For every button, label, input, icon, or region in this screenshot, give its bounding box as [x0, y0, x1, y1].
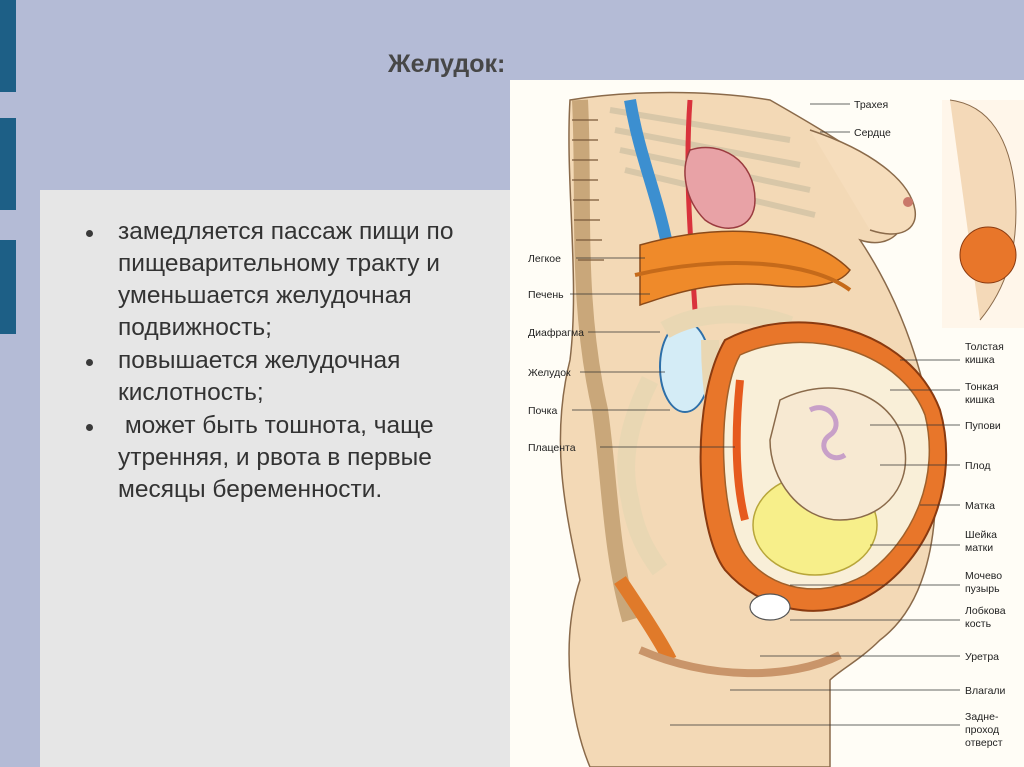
label-colon-1: Толстая: [965, 341, 1004, 353]
bullet-item: [84, 345, 504, 409]
bullet-icon: [86, 359, 93, 366]
label-anus-3: отверст: [965, 737, 1003, 749]
pregnancy-anatomy-illustration: [510, 80, 1024, 767]
accent-bar-middle: [0, 118, 16, 210]
label-placenta: Плацента: [528, 442, 576, 454]
label-bladder-2: пузырь: [965, 583, 1000, 595]
bullet-item: [84, 410, 504, 506]
label-anus-1: Задне-: [965, 711, 999, 723]
labels-top-right: [854, 99, 891, 139]
label-kidney: Почка: [528, 405, 558, 417]
bullet-icon: [86, 230, 93, 237]
label-diaphragm: Диафрагма: [528, 327, 585, 339]
label-urethra: Уретра: [965, 651, 1000, 663]
label-liver: Печень: [528, 289, 564, 301]
label-cervix-2: матки: [965, 542, 994, 554]
label-pubic-bone-1: Лобкова: [965, 605, 1006, 617]
label-uterus: Матка: [965, 500, 995, 512]
label-anus-2: проход: [965, 724, 1000, 736]
bullet-text: замедляется пассаж пищи по пищеварительному тракту и уменьшается желудочная подвижность;: [118, 218, 454, 341]
label-stomach: Желудок: [528, 367, 571, 379]
label-colon-2: кишка: [965, 354, 995, 366]
label-trachea: Трахея: [854, 99, 889, 111]
anatomy-figure: [510, 80, 1024, 767]
label-small-intestine-2: кишка: [965, 394, 995, 406]
bullet-icon: [86, 424, 93, 431]
label-lung: Легкое: [528, 253, 561, 265]
label-pubic-bone-2: кость: [965, 618, 992, 630]
accent-bar-top: [0, 0, 16, 92]
bullet-text: может быть тошнота, чаще утренняя, и рвота в первые месяцы беременности.: [118, 412, 441, 503]
thumbnail-uterus: [960, 227, 1016, 283]
accent-bar-bottom: [0, 240, 16, 334]
label-cervix-1: Шейка: [965, 529, 997, 541]
bullet-item: [84, 216, 504, 344]
bullet-list: [84, 216, 504, 507]
label-fetus: Плод: [965, 460, 991, 472]
slide-title: Желудок:: [388, 50, 506, 78]
label-heart: Сердце: [854, 127, 891, 139]
nipple: [903, 197, 913, 207]
label-umbilical-cord: Пупови: [965, 420, 1001, 432]
bullet-text: повышается желудочная кислотность;: [118, 347, 401, 406]
labels-right: [965, 341, 1006, 749]
label-small-intestine-1: Тонкая: [965, 381, 999, 393]
label-bladder-1: Мочево: [965, 570, 1003, 582]
bladder: [750, 594, 790, 620]
label-vagina: Влагали: [965, 685, 1006, 697]
